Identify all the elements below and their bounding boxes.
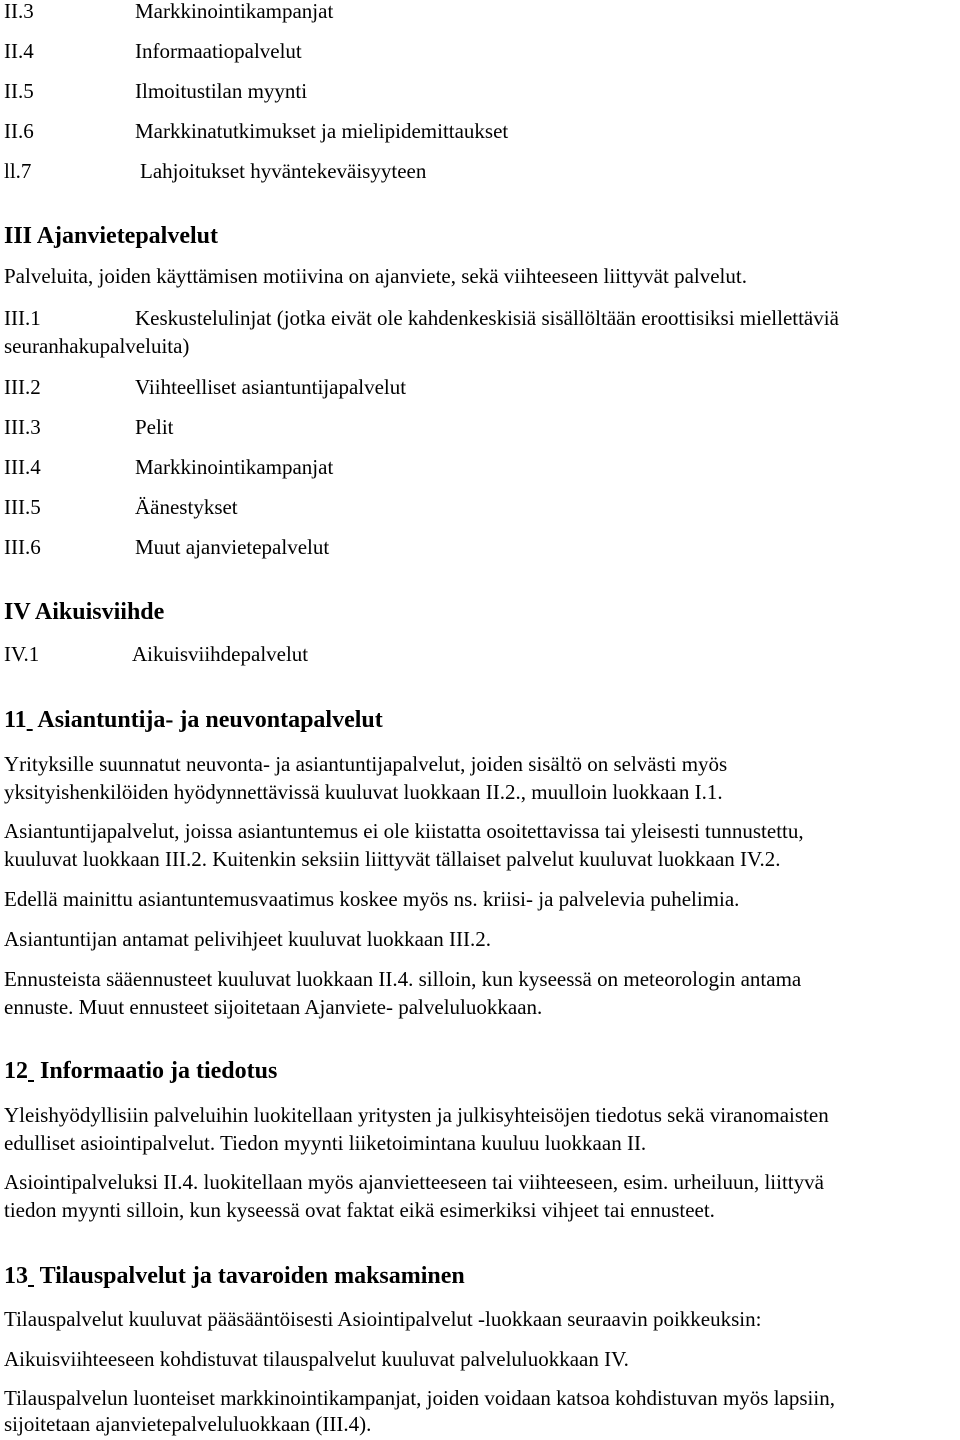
section-title: Tilauspalvelut ja tavaroiden maksaminen [39,1263,465,1289]
list-item-number: II.6 [4,119,34,143]
section-heading-iii: III Ajanvietepalvelut [4,223,219,249]
paragraph-line: yksityishenkilöiden hyödynnettävissä kuuluvat luokkaan II.2., muulloin luokkaan I.1. [4,780,723,804]
list-item-number: ll.7 [4,159,32,183]
section-title: Informaatio ja tiedotus [40,1058,278,1084]
paragraph-line: ennuste. Muut ennusteet sijoitetaan Ajanviete- palveluluokkaan. [4,995,543,1019]
paragraph-line: edulliset asiointipalvelut. Tiedon myynti liiketoimintana kuuluu luokkaan II. [4,1131,647,1155]
paragraph: Edellä mainittu asiantuntemusvaatimus koskee myös ns. kriisi- ja palvelevia puhelimia. [4,887,740,911]
section-number: 13 [4,1263,28,1289]
list-item-label: Muut ajanvietepalvelut [135,535,330,559]
section-number: 12 [4,1058,28,1084]
paragraph-line: tiedon myynti silloin, kun kyseessä ovat faktat eikä esimerkiksi vihjeet tai ennusteet. [4,1198,715,1222]
list-item-number: III.2 [4,375,41,399]
list-item-number: III.4 [4,455,41,479]
list-item-label: Pelit [135,415,174,439]
list-item-label: Markkinatutkimukset ja mielipidemittaukset [135,119,509,143]
list-item-label: Informaatiopalvelut [135,39,302,63]
list-item-label: Aikuisviihdepalvelut [132,642,309,666]
list-item-label: Markkinointikampanjat [135,0,334,23]
paragraph-line: Yrityksille suunnatut neuvonta- ja asiantuntijapalvelut, joiden sisältö on selvästi myös [4,752,728,776]
list-item-number: II.4 [4,39,34,63]
paragraph-line: Ennusteista sääennusteet kuuluvat luokkaan II.4. silloin, kun kyseessä on meteorologin antama [4,967,802,991]
section-heading-11 [4,706,383,734]
paragraph: Tilauspalvelut kuuluvat pääsääntöisesti Asiointipalvelut -luokkaan seuraavin poikkeuksin: [4,1307,762,1331]
section-number: 11 [4,707,27,733]
paragraph-line: Asiantuntijapalvelut, joissa asiantuntemus ei ole kiistatta osoitettavissa tai yleisesti tunnustettu, [4,819,804,843]
list-item-label: Lahjoitukset hyväntekeväisyyteen [140,159,427,183]
list-item-number: III.6 [4,535,41,559]
list-item-label: Ilmoitustilan myynti [135,79,308,103]
section-iii-intro: Palveluita, joiden käyttämisen motiivina on ajanviete, sekä viihteeseen liittyvät palvelut. [4,264,747,288]
paragraph-line: Yleishyödyllisiin palveluihin luokitellaan yritysten ja julkisyhteisöjen tiedotus sekä viranomaisten [4,1103,829,1127]
list-item-label: Keskustelulinjat (jotka eivät ole kahdenkeskisiä sisällöltään eroottisiksi miellettäviä [135,306,839,330]
section-heading-13 [4,1262,465,1290]
list-item-label: Markkinointikampanjat [135,455,334,479]
paragraph-line: sijoitetaan ajanvietepalveluluokkaan (III.4). [4,1412,372,1436]
list-item-number: IV.1 [4,642,40,666]
paragraph: Aikuisviihteeseen kohdistuvat tilauspalvelut kuuluvat palveluluokkaan IV. [4,1347,629,1371]
list-item-number: III.5 [4,495,41,519]
paragraph-line: Tilauspalvelun luonteiset markkinointikampanjat, joiden voidaan katsoa kohdistuvan myös lapsiin, [4,1386,835,1410]
paragraph-line: Asiointipalveluksi II.4. luokitellaan myös ajanvietteeseen tai viihteeseen, esim. urheiluun, liittyvä [4,1170,824,1194]
list-item-label: Viihteelliset asiantuntijapalvelut [135,375,407,399]
list-item-number: III.3 [4,415,41,439]
list-item-number: II.3 [4,0,34,23]
paragraph: Asiantuntijan antamat pelivihjeet kuuluvat luokkaan III.2. [4,927,491,951]
section-heading-iv: IV Aikuisviihde [4,599,165,625]
list-item-number: III.1 [4,306,41,330]
list-item-continuation: seuranhakupalveluita) [4,334,190,358]
section-heading-12 [4,1057,277,1085]
list-item-label: Äänestykset [135,495,238,519]
section-title: Asiantuntija- ja neuvontapalvelut [37,707,383,733]
list-item-number: II.5 [4,79,34,103]
paragraph-line: kuuluvat luokkaan III.2. Kuitenkin seksiin liittyvät tällaiset palvelut kuuluvat luokkaan IV.2. [4,847,781,871]
